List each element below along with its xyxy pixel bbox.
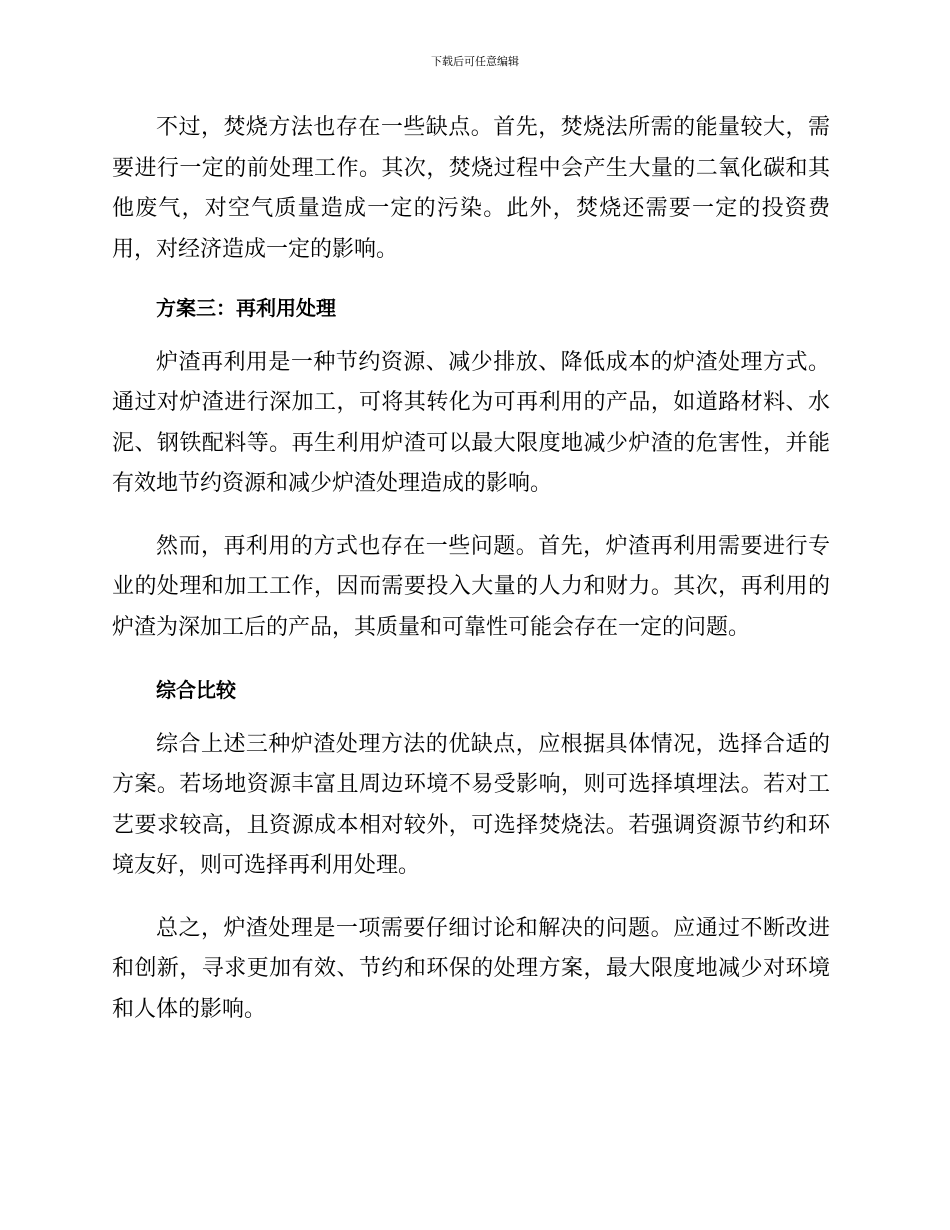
paragraph-reuse-problems: 然而，再利用的方式也存在一些问题。首先，炉渣再利用需要进行专业的处理和加工工作，因而需要投入大量的人力和财力。其次，再利用的炉渣为深加工后的产品，其质量和可靠性可能会存在一定的问题。 [112, 533, 830, 640]
paragraph-comparison: 综合上述三种炉渣处理方法的优缺点，应根据具体情况，选择合适的方案。若场地资源丰富且周边环境不易受影响，则可选择填埋法。若对工艺要求较高，且资源成本相对较外，可选择焚烧法。若强调资源节约和环境友好，则可选择再利用处理。 [112, 731, 830, 878]
paragraph-incineration-drawbacks: 不过，焚烧方法也存在一些缺点。首先，焚烧法所需的能量较大，需要进行一定的前处理工作。其次，焚烧过程中会产生大量的二氧化碳和其他废气，对空气质量造成一定的污染。此外，焚烧还需要一定的投资费用，对经济造成一定的影响。 [112, 115, 830, 262]
heading-comprehensive-comparison: 综合比较 [156, 678, 236, 702]
document-body [112, 108, 830, 1030]
heading-plan-three: 方案三：再利用处理 [156, 296, 336, 320]
page-header: 下载后可任意编辑 [431, 55, 519, 68]
paragraph-reuse-description: 炉渣再利用是一种节约资源、减少排放、降低成本的炉渣处理方式。通过对炉渣进行深加工，可将其转化为可再利用的产品，如道路材料、水泥、钢铁配料等。再生利用炉渣可以最大限度地减少炉渣的危害性，并能有效地节约资源和减少炉渣处理造成的影响。 [112, 349, 830, 496]
paragraph-conclusion: 总之，炉渣处理是一项需要仔细讨论和解决的问题。应通过不断改进和创新，寻求更加有效、节约和环保的处理方案，最大限度地减少对环境和人体的影响。 [112, 915, 830, 1022]
